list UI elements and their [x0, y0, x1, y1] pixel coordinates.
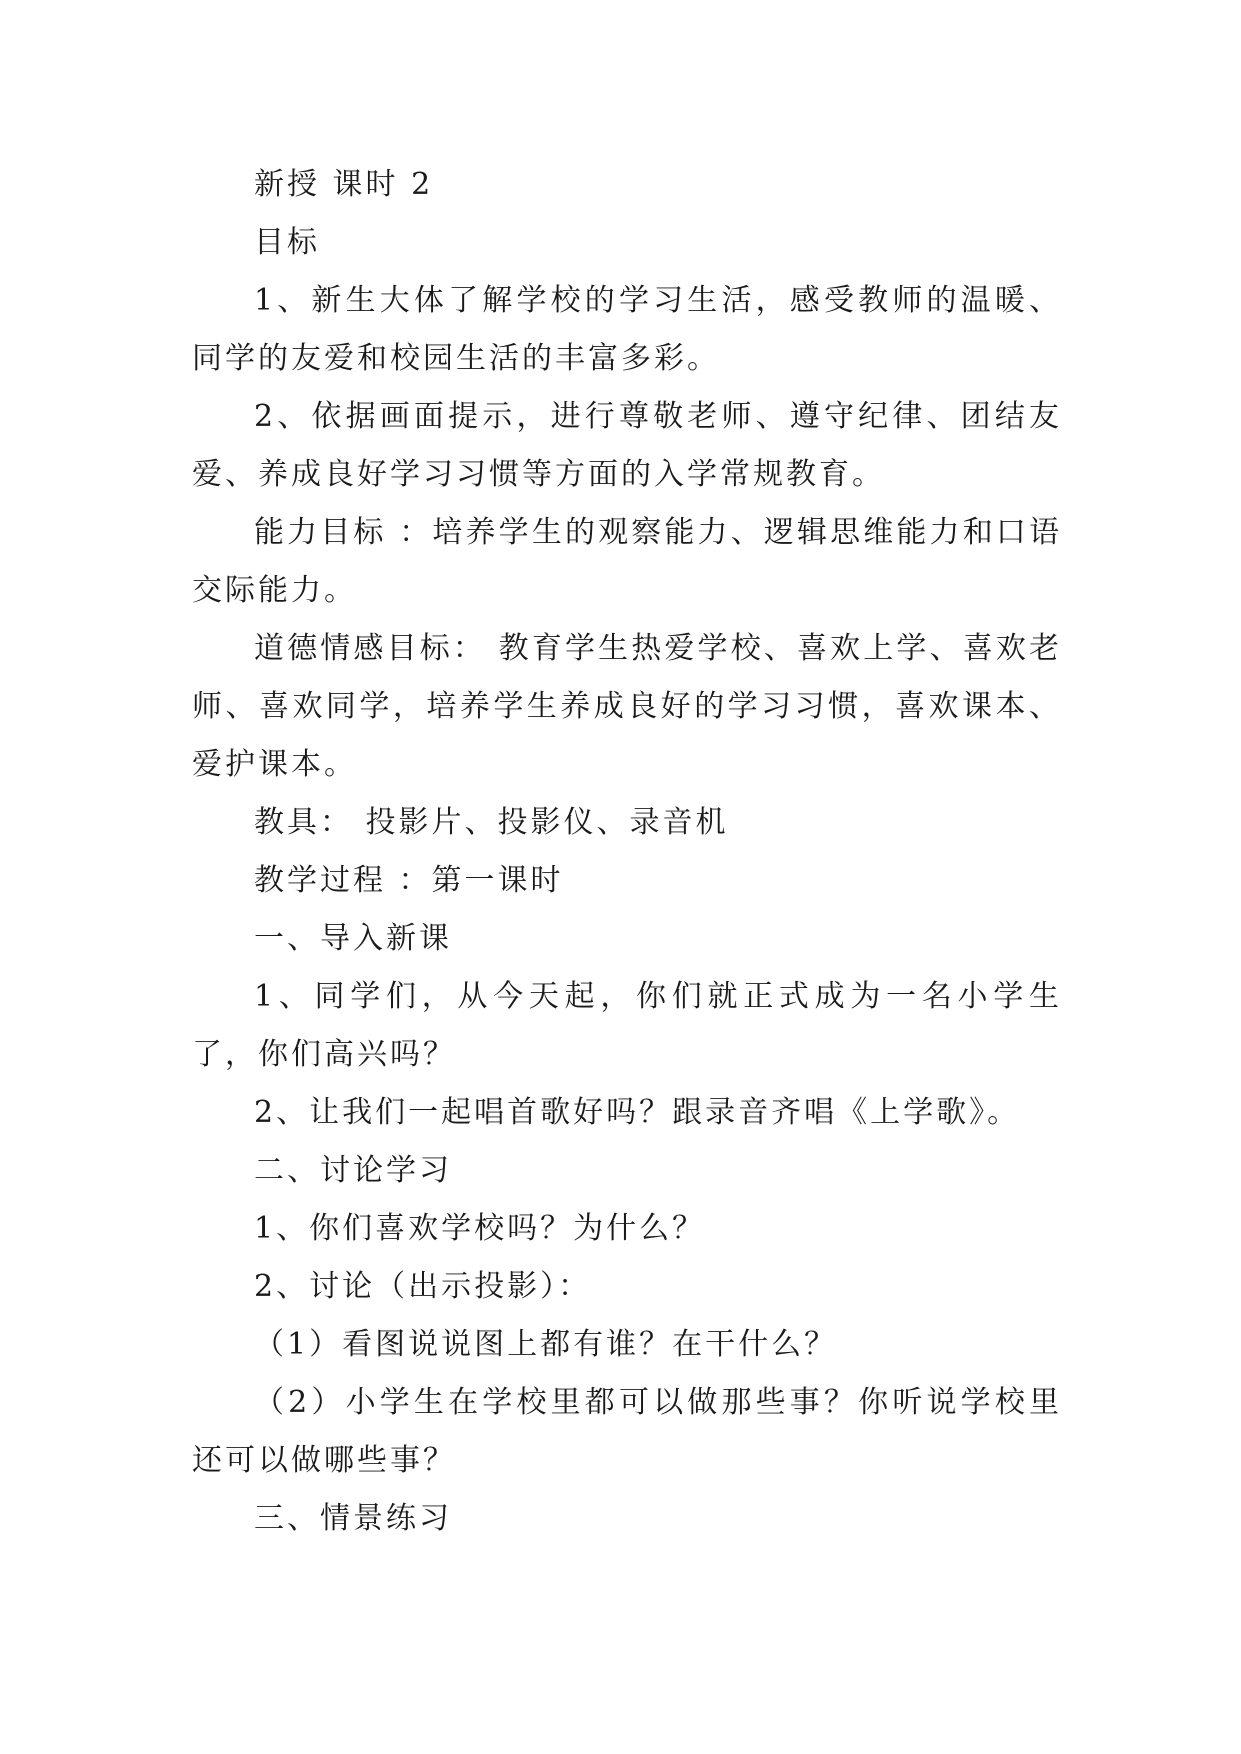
section-heading: 一、导入新课 — [254, 921, 452, 956]
section-heading: 目标 — [254, 225, 320, 260]
paragraph: 1、你们喜欢学校吗？为什么？ — [254, 1211, 706, 1246]
paragraph: 2、讨论（出示投影）： — [254, 1269, 592, 1304]
paragraph: 2、让我们一起唱首歌好吗？跟录音齐唱《上学歌》。 — [254, 1095, 1021, 1130]
paragraph: 2、依据画面提示，进行尊敬老师、遵守纪律、团结友爱、养成良好学习习惯等方面的入学常规教育。 — [192, 399, 1062, 492]
paragraph: 1、新生大体了解学校的学习生活，感受教师的温暖、同学的友爱和校园生活的丰富多彩。 — [192, 283, 1062, 376]
section-heading: 新授 课时 2 — [254, 167, 434, 202]
paragraph: （1）看图说说图上都有谁？在干什么？ — [254, 1327, 838, 1362]
section-heading: 三、情景练习 — [254, 1501, 452, 1536]
document-body — [192, 156, 1062, 1548]
paragraph: 教具： 投影片、投影仪、录音机 — [254, 805, 729, 840]
paragraph: （2）小学生在学校里都可以做那些事？你听说学校里还可以做哪些事？ — [192, 1385, 1062, 1478]
paragraph: 教学过程 ：第一课时 — [254, 863, 564, 898]
paragraph: 1、同学们，从今天起，你们就正式成为一名小学生了，你们高兴吗？ — [192, 979, 1062, 1072]
section-heading: 二、讨论学习 — [254, 1153, 452, 1188]
paragraph: 道德情感目标： 教育学生热爱学校、喜欢上学、喜欢老师、喜欢同学，培养学生养成良好的学习习惯，喜欢课本、爱护课本。 — [192, 631, 1062, 782]
paragraph: 能力目标 ：培养学生的观察能力、逻辑思维能力和口语交际能力。 — [192, 515, 1062, 608]
